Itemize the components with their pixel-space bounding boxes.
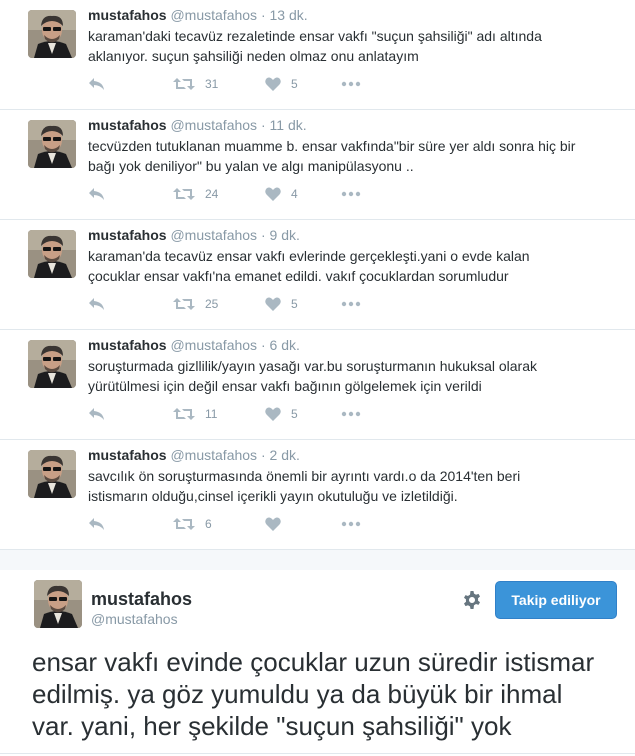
author-name[interactable]: mustafahos — [88, 117, 167, 133]
tweet-text — [88, 356, 618, 396]
more-icon — [341, 191, 361, 197]
retweet-count: 6 — [205, 517, 212, 531]
tweet-item[interactable] — [0, 110, 635, 220]
retweet-count: 25 — [205, 297, 219, 311]
avatar[interactable] — [28, 230, 76, 278]
more-button[interactable] — [341, 184, 361, 204]
tweet-header — [88, 7, 308, 23]
author-name[interactable]: mustafahos — [91, 589, 193, 609]
retweet-count: 31 — [205, 77, 219, 91]
author-name[interactable]: mustafahos — [88, 227, 167, 243]
reply-button[interactable] — [88, 74, 105, 94]
like-count: 5 — [291, 407, 298, 421]
reply-button[interactable] — [88, 294, 105, 314]
author-handle[interactable]: @mustafahos — [91, 611, 178, 627]
reply-button[interactable] — [88, 184, 105, 204]
heart-icon — [265, 517, 281, 531]
reply-icon — [88, 517, 105, 531]
gear-icon[interactable] — [460, 589, 484, 613]
separator: · — [260, 227, 266, 243]
tweet-text — [88, 26, 618, 66]
more-icon — [341, 411, 361, 417]
tweet-item[interactable] — [0, 0, 635, 110]
tweet-actions — [88, 294, 388, 314]
tweet-actions — [88, 514, 388, 534]
featured-tweet[interactable] — [0, 570, 635, 756]
tweet-text — [88, 246, 618, 286]
tweet-text-line: aklanıyor. suçun şahsiliği neden olmaz onu anlatayım — [88, 48, 419, 64]
retweet-button[interactable] — [173, 404, 217, 424]
author-name[interactable]: mustafahos — [88, 337, 167, 353]
avatar[interactable] — [28, 120, 76, 168]
tweet-text-line: tecvüzden tutuklanan muamme b. ensar vakfında"bir süre yer aldı sonra hiç bir — [88, 138, 576, 154]
tweet-text-line: soruşturmada gizllilik/yayın yasağı var.bu soruşturmanın hukuksal olarak — [88, 358, 537, 374]
like-button[interactable] — [265, 514, 291, 534]
author-handle[interactable]: @mustafahos — [170, 117, 258, 133]
section-gap — [0, 550, 635, 570]
reply-button[interactable] — [88, 514, 105, 534]
timestamp[interactable]: 6 dk. — [269, 337, 300, 353]
like-button[interactable] — [265, 294, 298, 314]
more-button[interactable] — [341, 74, 361, 94]
tweet-item[interactable] — [0, 220, 635, 330]
retweet-count: 11 — [205, 407, 218, 421]
retweet-icon — [173, 517, 195, 531]
more-icon — [341, 301, 361, 307]
tweet-text-line: bağı yok deniliyor" bu yalan ve algı manipülasyonu .. — [88, 158, 414, 174]
avatar[interactable] — [34, 580, 82, 628]
more-button[interactable] — [341, 294, 361, 314]
separator: · — [260, 337, 266, 353]
tweet-text-line: savcılık ön soruşturmasında önemli bir ayrıntı vardı.o da 2014'ten beri — [88, 468, 521, 484]
tweet-text-line: karaman'da tecavüz ensar vakfı evlerinde gerçekleşti.yani o evde kalan — [88, 248, 530, 264]
following-button[interactable]: Takip ediliyor — [495, 581, 617, 619]
tweet-text-line: edilmiş. ya göz yumuldu ya da büyük bir ihmal — [32, 679, 563, 709]
retweet-count: 24 — [205, 187, 219, 201]
timestamp[interactable]: 2 dk. — [269, 447, 300, 463]
like-count: 5 — [291, 297, 298, 311]
reply-button[interactable] — [88, 404, 105, 424]
author-handle[interactable]: @mustafahos — [170, 337, 258, 353]
more-button[interactable] — [341, 514, 361, 534]
separator: · — [260, 117, 266, 133]
heart-icon — [265, 297, 281, 311]
retweet-icon — [173, 297, 195, 311]
tweet-text — [88, 136, 618, 176]
author-handle[interactable]: @mustafahos — [170, 227, 258, 243]
tweet-text-line: ensar vakfı evinde çocuklar uzun süredir istismar — [32, 647, 595, 677]
like-count: 4 — [291, 187, 298, 201]
timestamp[interactable]: 11 dk. — [269, 117, 307, 133]
retweet-icon — [173, 187, 195, 201]
retweet-button[interactable] — [173, 184, 218, 204]
tweet-text-line: yürütülmesi için değil ensar vakfı bağının gölgelemek için verildi — [88, 378, 482, 394]
reply-icon — [88, 407, 105, 421]
retweet-button[interactable] — [173, 514, 212, 534]
tweet-actions — [88, 404, 388, 424]
tweet-text-line: istismarın olduğu,cinsel içerikli yayın okutuluğu ve izletildiği. — [88, 488, 458, 504]
author-handle[interactable]: @mustafahos — [170, 447, 258, 463]
retweet-icon — [173, 77, 195, 91]
tweet-text — [32, 646, 632, 742]
retweet-button[interactable] — [173, 294, 218, 314]
avatar[interactable] — [28, 340, 76, 388]
like-count: 5 — [291, 77, 298, 91]
avatar[interactable] — [28, 450, 76, 498]
author-name[interactable]: mustafahos — [88, 447, 167, 463]
timestamp[interactable]: 9 dk. — [269, 227, 300, 243]
more-icon — [341, 521, 361, 527]
retweet-button[interactable] — [173, 74, 218, 94]
timestamp[interactable]: 13 dk. — [269, 7, 308, 23]
tweet-actions — [88, 184, 388, 204]
heart-icon — [265, 407, 281, 421]
more-icon — [341, 81, 361, 87]
reply-icon — [88, 77, 105, 91]
tweet-header — [88, 447, 300, 463]
avatar[interactable] — [28, 10, 76, 58]
tweet-item[interactable] — [0, 330, 635, 440]
like-button[interactable] — [265, 184, 298, 204]
tweet-item[interactable] — [0, 440, 635, 550]
tweet-header — [88, 117, 307, 133]
heart-icon — [265, 187, 281, 201]
like-button[interactable] — [265, 74, 298, 94]
more-button[interactable] — [341, 404, 361, 424]
author-name[interactable]: mustafahos — [88, 7, 167, 23]
tweet-text-line: çocuklar ensar vakfı'na emanet edildi. vakıf çocuklardan sorumludur — [88, 268, 509, 284]
tweet-text-line: karaman'daki tecavüz rezaletinde ensar vakfı "suçun şahsiliği" adı altında — [88, 28, 542, 44]
reply-icon — [88, 187, 105, 201]
heart-icon — [265, 77, 281, 91]
separator: · — [260, 447, 266, 463]
tweet-header — [88, 337, 300, 353]
tweet-header — [88, 227, 300, 243]
tweet-text-line: var. yani, her şekilde "suçun şahsiliği" yok — [32, 711, 512, 741]
tweet-actions — [88, 74, 388, 94]
divider — [0, 753, 635, 754]
separator: · — [260, 7, 266, 23]
author-handle[interactable]: @mustafahos — [170, 7, 258, 23]
tweet-text — [88, 466, 618, 506]
reply-icon — [88, 297, 105, 311]
like-button[interactable] — [265, 404, 298, 424]
retweet-icon — [173, 407, 195, 421]
